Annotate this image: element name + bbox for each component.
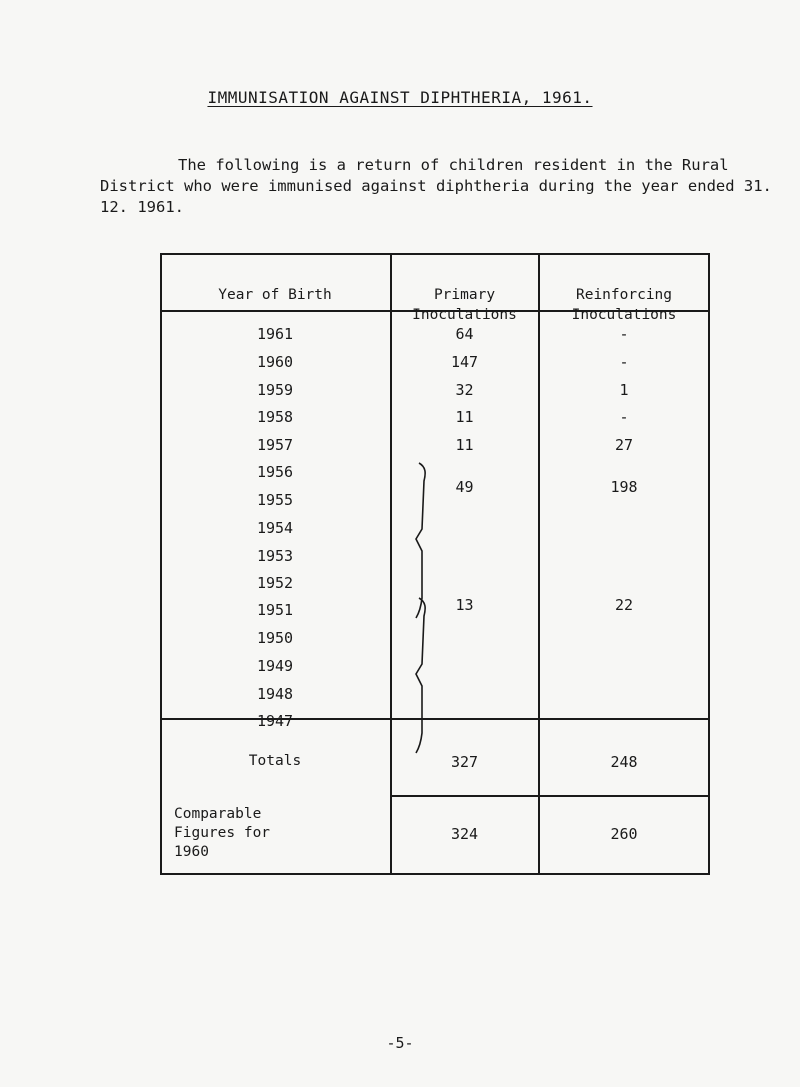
totals-rule [390,795,709,797]
year-cell: 1956 [256,463,294,481]
year-cell: 1958 [256,408,294,426]
header-year-of-birth: Year of Birth [218,287,332,303]
year-cell: 1954 [256,519,294,537]
column-divider-2 [538,253,540,875]
primary-cell: 11 [455,436,474,454]
year-cell: 1950 [256,629,294,647]
totals-label: Totals [248,753,302,769]
reinforcing-cell: 1 [619,381,629,399]
reinforcing-cell: - [619,408,629,426]
intro-paragraph [100,155,780,218]
group-reinforcing-cell: 22 [614,596,634,614]
page-title: IMMUNISATION AGAINST DIPHTHERIA, 1961. [207,88,593,107]
totals-primary: 327 [450,753,479,771]
comparable-label: Comparable Figures for 1960 [174,806,271,860]
year-cell: 1961 [256,325,294,343]
totals-reinforcing: 248 [610,753,638,771]
group-primary-cell: 49 [455,478,474,496]
comparable-primary: 324 [450,825,479,843]
year-cell: 1953 [256,547,294,565]
reinforcing-cell: - [619,353,629,371]
group-bracket-1947-1951 [415,598,429,758]
group-reinforcing-cell: 198 [610,478,638,496]
primary-cell: 64 [455,325,474,343]
primary-cell: 147 [450,353,479,371]
year-cell: 1955 [256,491,294,509]
year-cell: 1948 [256,685,294,703]
reinforcing-cell: - [619,325,629,343]
primary-cell: 11 [455,408,474,426]
year-cell: 1960 [256,353,294,371]
year-cell: 1951 [256,601,294,619]
year-cell: 1959 [256,381,294,399]
year-cell: 1952 [256,574,294,592]
table-border-bottom [160,873,709,875]
column-divider-1 [390,253,392,875]
year-cell: 1957 [256,436,294,454]
year-cell: 1949 [256,657,294,675]
intro-text: The following is a return of children resident in the Rural District who were immunised against diphtheria during the year ended 31. 12. 1961. [100,156,772,216]
group-primary-cell: 13 [455,596,474,614]
page-number: -5- [386,1034,414,1052]
comparable-reinforcing: 260 [610,825,638,843]
year-cell: 1947 [256,712,294,730]
table-border-top [160,253,709,255]
header-reinforcing: Reinforcing Inoculations [571,287,677,323]
reinforcing-cell: 27 [614,436,634,454]
primary-cell: 32 [455,381,474,399]
header-primary: Primary Inoculations [412,287,517,323]
table-border-right [708,253,710,875]
immunisation-table [160,253,709,875]
